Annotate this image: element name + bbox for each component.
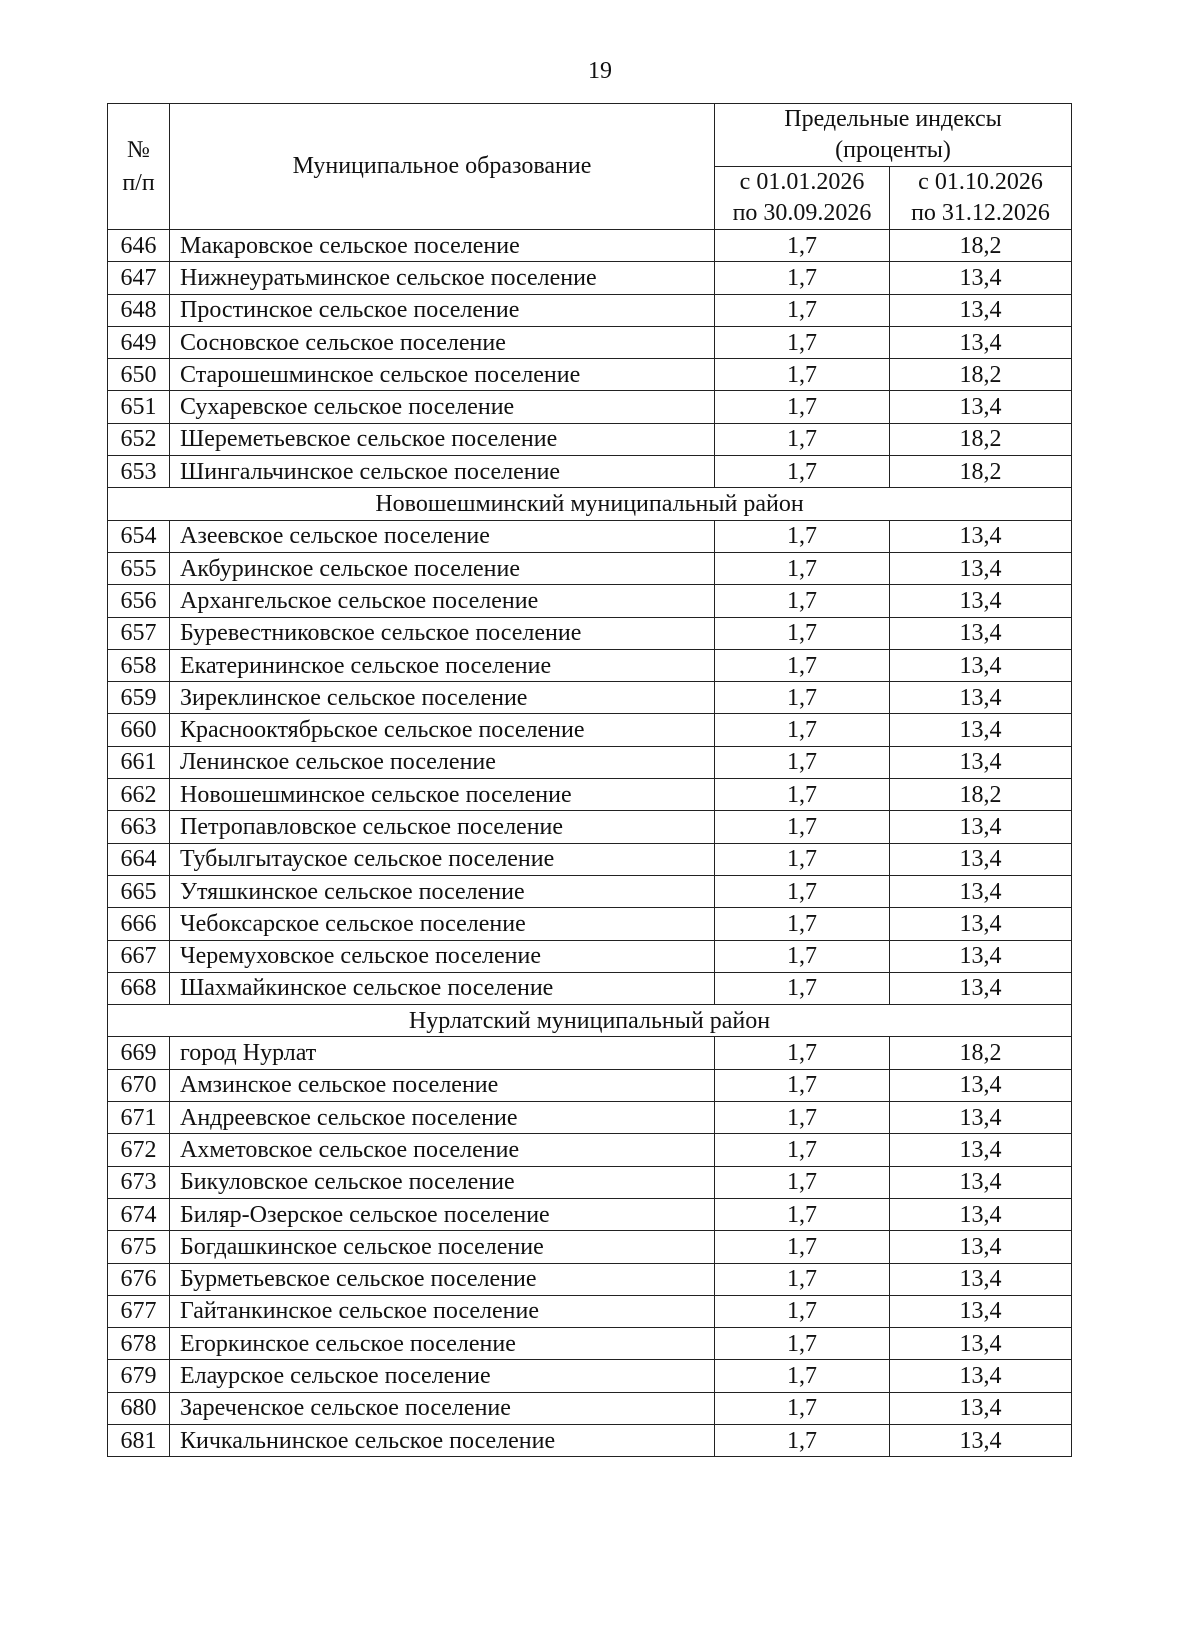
row-number-cell: 648 — [108, 294, 170, 326]
row-number-cell: 672 — [108, 1134, 170, 1166]
column-header-period-2 — [890, 167, 1072, 230]
index-period-2-cell: 13,4 — [890, 617, 1072, 649]
column-header-period-2-line2: по 31.12.2026 — [911, 200, 1050, 226]
municipality-name-cell: Утяшкинское сельское поселение — [170, 875, 715, 907]
index-period-1-cell: 1,7 — [715, 714, 890, 746]
index-period-1-cell: 1,7 — [715, 1134, 890, 1166]
row-number-cell: 665 — [108, 875, 170, 907]
index-period-2-cell: 13,4 — [890, 391, 1072, 423]
municipality-name-cell: Черемуховское сельское поселение — [170, 940, 715, 972]
index-period-2-cell: 13,4 — [890, 972, 1072, 1004]
table-row — [108, 585, 1072, 617]
row-number-cell: 673 — [108, 1166, 170, 1198]
table-row — [108, 520, 1072, 552]
index-period-2-cell: 13,4 — [890, 1263, 1072, 1295]
column-header-number-line2: п/п — [122, 169, 155, 196]
index-period-1-cell: 1,7 — [715, 456, 890, 488]
index-period-1-cell: 1,7 — [715, 1069, 890, 1101]
table-row — [108, 1424, 1072, 1456]
municipality-name-cell: Елаурское сельское поселение — [170, 1360, 715, 1392]
index-period-1-cell: 1,7 — [715, 811, 890, 843]
row-number-cell: 657 — [108, 617, 170, 649]
municipality-name-cell: Новошешминское сельское поселение — [170, 779, 715, 811]
municipality-name-cell: Амзинское сельское поселение — [170, 1069, 715, 1101]
table-row — [108, 1069, 1072, 1101]
index-period-1-cell: 1,7 — [715, 1231, 890, 1263]
index-period-1-cell: 1,7 — [715, 1392, 890, 1424]
index-period-1-cell: 1,7 — [715, 779, 890, 811]
row-number-cell: 654 — [108, 520, 170, 552]
index-period-2-cell: 18,2 — [890, 423, 1072, 455]
index-period-2-cell: 13,4 — [890, 585, 1072, 617]
index-period-2-cell: 13,4 — [890, 1102, 1072, 1134]
municipality-name-cell: Бикуловское сельское поселение — [170, 1166, 715, 1198]
municipality-name-cell: Старошешминское сельское поселение — [170, 359, 715, 391]
row-number-cell: 661 — [108, 746, 170, 778]
index-period-2-cell: 18,2 — [890, 779, 1072, 811]
municipality-name-cell: Шереметьевское сельское поселение — [170, 423, 715, 455]
page-number: 19 — [588, 58, 612, 84]
municipality-name-cell: Краснооктябрьское сельское поселение — [170, 714, 715, 746]
district-row — [108, 1005, 1072, 1037]
row-number-cell: 663 — [108, 811, 170, 843]
municipality-name-cell: Зиреклинское сельское поселение — [170, 682, 715, 714]
index-period-2-cell: 13,4 — [890, 1069, 1072, 1101]
index-period-1-cell: 1,7 — [715, 1295, 890, 1327]
municipality-name-cell: Екатерининское сельское поселение — [170, 649, 715, 681]
column-header-number-line1: № — [127, 136, 150, 163]
table-row — [108, 811, 1072, 843]
row-number-cell: 678 — [108, 1328, 170, 1360]
table-row — [108, 908, 1072, 940]
row-number-cell: 666 — [108, 908, 170, 940]
municipality-name-cell: Богдашкинское сельское поселение — [170, 1231, 715, 1263]
column-header-period-1-line2: по 30.09.2026 — [732, 200, 872, 226]
municipality-name-cell: Архангельское сельское поселение — [170, 585, 715, 617]
index-period-2-cell: 13,4 — [890, 649, 1072, 681]
table-row — [108, 682, 1072, 714]
row-number-cell: 650 — [108, 359, 170, 391]
row-number-cell: 667 — [108, 940, 170, 972]
index-period-1-cell: 1,7 — [715, 843, 890, 875]
index-period-1-cell: 1,7 — [715, 1166, 890, 1198]
index-period-2-cell: 13,4 — [890, 1360, 1072, 1392]
row-number-cell: 680 — [108, 1392, 170, 1424]
index-period-2-cell: 13,4 — [890, 1424, 1072, 1456]
table-row — [108, 714, 1072, 746]
row-number-cell: 658 — [108, 649, 170, 681]
index-period-2-cell: 13,4 — [890, 1392, 1072, 1424]
index-period-2-cell: 13,4 — [890, 1328, 1072, 1360]
index-period-2-cell: 13,4 — [890, 326, 1072, 358]
index-period-2-cell: 13,4 — [890, 294, 1072, 326]
table-row — [108, 552, 1072, 584]
row-number-cell: 651 — [108, 391, 170, 423]
index-period-1-cell: 1,7 — [715, 585, 890, 617]
row-number-cell: 660 — [108, 714, 170, 746]
table-row — [108, 294, 1072, 326]
municipality-name-cell: Зареченское сельское поселение — [170, 1392, 715, 1424]
table-header — [108, 104, 1072, 230]
limit-indices-table — [107, 103, 1072, 1457]
table-body — [108, 230, 1072, 1457]
index-period-1-cell: 1,7 — [715, 1263, 890, 1295]
index-period-2-cell: 18,2 — [890, 456, 1072, 488]
index-period-2-cell: 13,4 — [890, 1166, 1072, 1198]
table-row — [108, 649, 1072, 681]
index-period-1-cell: 1,7 — [715, 908, 890, 940]
municipality-name-cell: Шингальчинское сельское поселение — [170, 456, 715, 488]
index-period-1-cell: 1,7 — [715, 1102, 890, 1134]
row-number-cell: 677 — [108, 1295, 170, 1327]
index-period-1-cell: 1,7 — [715, 294, 890, 326]
index-period-1-cell: 1,7 — [715, 682, 890, 714]
table-row — [108, 843, 1072, 875]
index-period-1-cell: 1,7 — [715, 875, 890, 907]
index-period-2-cell: 13,4 — [890, 1231, 1072, 1263]
column-header-period-1 — [715, 167, 890, 230]
row-number-cell: 652 — [108, 423, 170, 455]
index-period-2-cell: 13,4 — [890, 908, 1072, 940]
column-header-number — [108, 104, 170, 230]
row-number-cell: 647 — [108, 262, 170, 294]
index-period-2-cell: 13,4 — [890, 1134, 1072, 1166]
row-number-cell: 659 — [108, 682, 170, 714]
index-period-2-cell: 13,4 — [890, 875, 1072, 907]
row-number-cell: 669 — [108, 1037, 170, 1069]
index-period-2-cell: 18,2 — [890, 230, 1072, 262]
column-header-limit-indices-line1: Предельные индексы — [784, 106, 1002, 132]
table-row — [108, 1231, 1072, 1263]
row-number-cell: 668 — [108, 972, 170, 1004]
index-period-1-cell: 1,7 — [715, 326, 890, 358]
row-number-cell: 662 — [108, 779, 170, 811]
municipality-name-cell: Макаровское сельское поселение — [170, 230, 715, 262]
column-header-period-1-line1: с 01.01.2026 — [739, 169, 865, 195]
row-number-cell: 676 — [108, 1263, 170, 1295]
index-period-2-cell: 13,4 — [890, 552, 1072, 584]
index-period-1-cell: 1,7 — [715, 520, 890, 552]
municipality-name-cell: Гайтанкинское сельское поселение — [170, 1295, 715, 1327]
index-period-2-cell: 13,4 — [890, 811, 1072, 843]
table-row — [108, 1037, 1072, 1069]
column-header-limit-indices — [715, 104, 1072, 167]
table-row — [108, 1198, 1072, 1230]
municipality-name-cell: Нижнеуратьминское сельское поселение — [170, 262, 715, 294]
index-period-1-cell: 1,7 — [715, 1198, 890, 1230]
column-header-limit-indices-line2: (проценты) — [835, 137, 951, 163]
index-period-2-cell: 13,4 — [890, 1295, 1072, 1327]
municipality-name-cell: Чебоксарское сельское поселение — [170, 908, 715, 940]
municipality-name-cell: Егоркинское сельское поселение — [170, 1328, 715, 1360]
index-period-1-cell: 1,7 — [715, 617, 890, 649]
municipality-name-cell: Сосновское сельское поселение — [170, 326, 715, 358]
municipality-name-cell: Сухаревское сельское поселение — [170, 391, 715, 423]
table-row — [108, 746, 1072, 778]
index-period-1-cell: 1,7 — [715, 391, 890, 423]
index-period-1-cell: 1,7 — [715, 972, 890, 1004]
index-period-2-cell: 13,4 — [890, 520, 1072, 552]
index-period-1-cell: 1,7 — [715, 1360, 890, 1392]
municipality-name-cell: Петропавловское сельское поселение — [170, 811, 715, 843]
index-period-2-cell: 13,4 — [890, 1198, 1072, 1230]
table-row — [108, 262, 1072, 294]
table-row — [108, 1134, 1072, 1166]
district-row — [108, 488, 1072, 520]
row-number-cell: 664 — [108, 843, 170, 875]
table-row — [108, 359, 1072, 391]
row-number-cell: 675 — [108, 1231, 170, 1263]
row-number-cell: 655 — [108, 552, 170, 584]
municipality-name-cell: Ленинское сельское поселение — [170, 746, 715, 778]
district-name: Нурлатский муниципальный район — [108, 1005, 1072, 1037]
index-period-1-cell: 1,7 — [715, 423, 890, 455]
municipality-name-cell: Шахмайкинское сельское поселение — [170, 972, 715, 1004]
column-header-municipality: Муниципальное образование — [170, 104, 715, 230]
index-period-1-cell: 1,7 — [715, 649, 890, 681]
municipality-name-cell: Андреевское сельское поселение — [170, 1102, 715, 1134]
row-number-cell: 679 — [108, 1360, 170, 1392]
index-period-1-cell: 1,7 — [715, 262, 890, 294]
table-row — [108, 230, 1072, 262]
table-row — [108, 423, 1072, 455]
table-row — [108, 1102, 1072, 1134]
table-row — [108, 391, 1072, 423]
column-header-period-2-line1: с 01.10.2026 — [918, 169, 1043, 195]
table-row — [108, 456, 1072, 488]
row-number-cell: 656 — [108, 585, 170, 617]
index-period-2-cell: 13,4 — [890, 714, 1072, 746]
municipality-name-cell: Акбуринское сельское поселение — [170, 552, 715, 584]
index-period-1-cell: 1,7 — [715, 1037, 890, 1069]
table-row — [108, 1166, 1072, 1198]
table-row — [108, 1392, 1072, 1424]
municipality-name-cell: город Нурлат — [170, 1037, 715, 1069]
municipality-name-cell: Буревестниковское сельское поселение — [170, 617, 715, 649]
table-row — [108, 875, 1072, 907]
table-row — [108, 1328, 1072, 1360]
municipality-name-cell: Кичкальнинское сельское поселение — [170, 1424, 715, 1456]
row-number-cell: 671 — [108, 1102, 170, 1134]
municipality-name-cell: Биляр-Озерское сельское поселение — [170, 1198, 715, 1230]
row-number-cell: 681 — [108, 1424, 170, 1456]
index-period-1-cell: 1,7 — [715, 746, 890, 778]
district-name: Новошешминский муниципальный район — [108, 488, 1072, 520]
index-period-1-cell: 1,7 — [715, 359, 890, 391]
row-number-cell: 646 — [108, 230, 170, 262]
index-period-1-cell: 1,7 — [715, 230, 890, 262]
table-row — [108, 326, 1072, 358]
index-period-1-cell: 1,7 — [715, 940, 890, 972]
index-period-2-cell: 13,4 — [890, 746, 1072, 778]
index-period-2-cell: 13,4 — [890, 262, 1072, 294]
table-row — [108, 972, 1072, 1004]
municipality-name-cell: Азеевское сельское поселение — [170, 520, 715, 552]
table-row — [108, 940, 1072, 972]
row-number-cell: 674 — [108, 1198, 170, 1230]
municipality-name-cell: Бурметьевское сельское поселение — [170, 1263, 715, 1295]
table-row — [108, 779, 1072, 811]
row-number-cell: 649 — [108, 326, 170, 358]
row-number-cell: 653 — [108, 456, 170, 488]
index-period-2-cell: 13,4 — [890, 843, 1072, 875]
table-row — [108, 1263, 1072, 1295]
table-row — [108, 1360, 1072, 1392]
index-period-2-cell: 18,2 — [890, 1037, 1072, 1069]
index-period-2-cell: 13,4 — [890, 940, 1072, 972]
row-number-cell: 670 — [108, 1069, 170, 1101]
index-period-2-cell: 18,2 — [890, 359, 1072, 391]
municipality-name-cell: Тубылгытауское сельское поселение — [170, 843, 715, 875]
table-row — [108, 617, 1072, 649]
index-period-1-cell: 1,7 — [715, 552, 890, 584]
index-period-1-cell: 1,7 — [715, 1424, 890, 1456]
municipality-name-cell: Ахметовское сельское поселение — [170, 1134, 715, 1166]
municipality-name-cell: Простинское сельское поселение — [170, 294, 715, 326]
index-period-2-cell: 13,4 — [890, 682, 1072, 714]
index-period-1-cell: 1,7 — [715, 1328, 890, 1360]
table-row — [108, 1295, 1072, 1327]
